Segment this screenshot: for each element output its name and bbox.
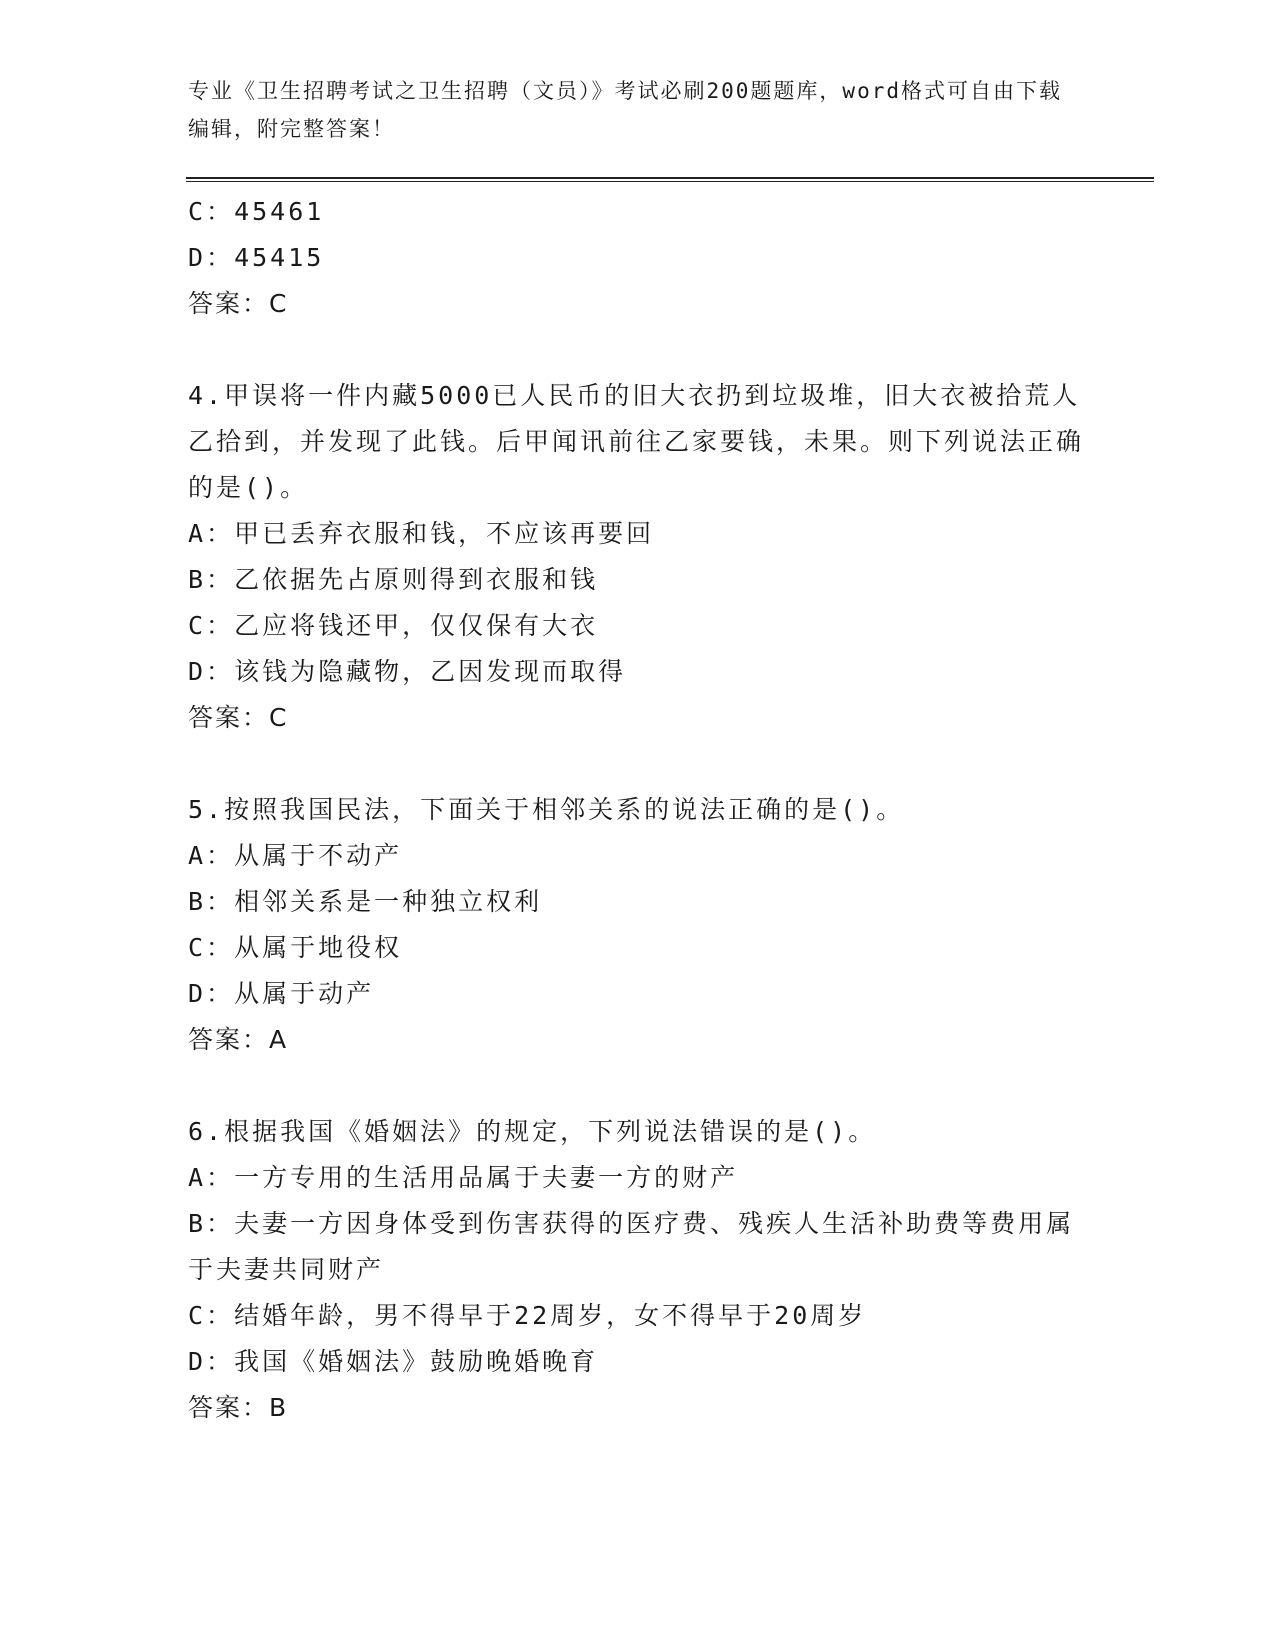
option-label: C： xyxy=(188,1301,235,1330)
option-text: 从属于地役权 xyxy=(234,933,403,962)
carryover-question xyxy=(188,189,1088,327)
option-b xyxy=(188,1201,1088,1293)
header-rule-thin xyxy=(186,181,1154,182)
option-text: 我国《婚姻法》鼓励晚婚晚育 xyxy=(234,1347,599,1376)
option-label: A： xyxy=(188,519,235,548)
option-label: D： xyxy=(188,243,235,272)
answer-line: 答案：B xyxy=(188,1393,289,1422)
header-rule-thick xyxy=(186,177,1154,179)
option-label: A： xyxy=(188,1163,235,1192)
option-text: 乙依据先占原则得到衣服和钱 xyxy=(234,565,599,594)
answer-line: 答案：C xyxy=(188,289,289,318)
option-d xyxy=(188,649,1088,695)
option-c xyxy=(188,1293,1088,1339)
question-4 xyxy=(188,373,1088,741)
option-d xyxy=(188,1339,1088,1385)
option-a xyxy=(188,1155,1088,1201)
option-label: B： xyxy=(188,887,235,916)
option-text: 结婚年龄，男不得早于22周岁，女不得早于20周岁 xyxy=(234,1301,867,1330)
option-c xyxy=(188,189,1088,235)
question-content xyxy=(188,189,1088,1431)
spacer xyxy=(188,1063,1088,1109)
question-5 xyxy=(188,787,1088,1063)
option-label: B： xyxy=(188,1209,235,1238)
option-b xyxy=(188,879,1088,925)
option-a xyxy=(188,511,1088,557)
option-text: 乙应将钱还甲，仅仅保有大衣 xyxy=(234,611,599,640)
question-6 xyxy=(188,1109,1088,1431)
option-text: 相邻关系是一种独立权利 xyxy=(234,887,543,916)
option-text: 从属于不动产 xyxy=(234,841,403,870)
option-text: 45461 xyxy=(234,197,325,226)
option-a xyxy=(188,833,1088,879)
option-c xyxy=(188,925,1088,971)
option-label: C： xyxy=(188,933,235,962)
spacer xyxy=(188,741,1088,787)
option-b xyxy=(188,557,1088,603)
document-header: 专业《卫生招聘考试之卫生招聘（文员）》考试必刷200题题库，word格式可自由下载编辑，附完整答案！ xyxy=(188,79,1062,141)
option-label: D： xyxy=(188,979,235,1008)
option-label: C： xyxy=(188,611,235,640)
option-label: D： xyxy=(188,657,235,686)
option-text: 从属于动产 xyxy=(234,979,375,1008)
answer-line: 答案：A xyxy=(188,1025,289,1054)
option-text: 甲已丢弃衣服和钱，不应该再要回 xyxy=(234,519,655,548)
option-text: 夫妻一方因身体受到伤害获得的医疗费、残疾人生活补助费等费用属于夫妻共同财产 xyxy=(188,1209,1075,1284)
option-label: A： xyxy=(188,841,235,870)
option-text: 45415 xyxy=(234,243,325,272)
option-text: 该钱为隐藏物，乙因发现而取得 xyxy=(234,657,627,686)
option-c xyxy=(188,603,1088,649)
option-d xyxy=(188,971,1088,1017)
option-d xyxy=(188,235,1088,281)
question-stem: 4.甲误将一件内藏5000已人民币的旧大衣扔到垃圾堆，旧大衣被拾荒人乙拾到，并发现了此钱。后甲闻讯前往乙家要钱，未果。则下列说法正确的是()。 xyxy=(188,381,1085,502)
option-label: D： xyxy=(188,1347,235,1376)
option-label: B： xyxy=(188,565,235,594)
spacer xyxy=(188,327,1088,373)
option-text: 一方专用的生活用品属于夫妻一方的财产 xyxy=(234,1163,739,1192)
question-stem: 5.按照我国民法，下面关于相邻关系的说法正确的是()。 xyxy=(188,795,905,824)
option-label: C： xyxy=(188,197,235,226)
answer-line: 答案：C xyxy=(188,703,289,732)
question-stem: 6.根据我国《婚姻法》的规定，下列说法错误的是()。 xyxy=(188,1117,877,1146)
